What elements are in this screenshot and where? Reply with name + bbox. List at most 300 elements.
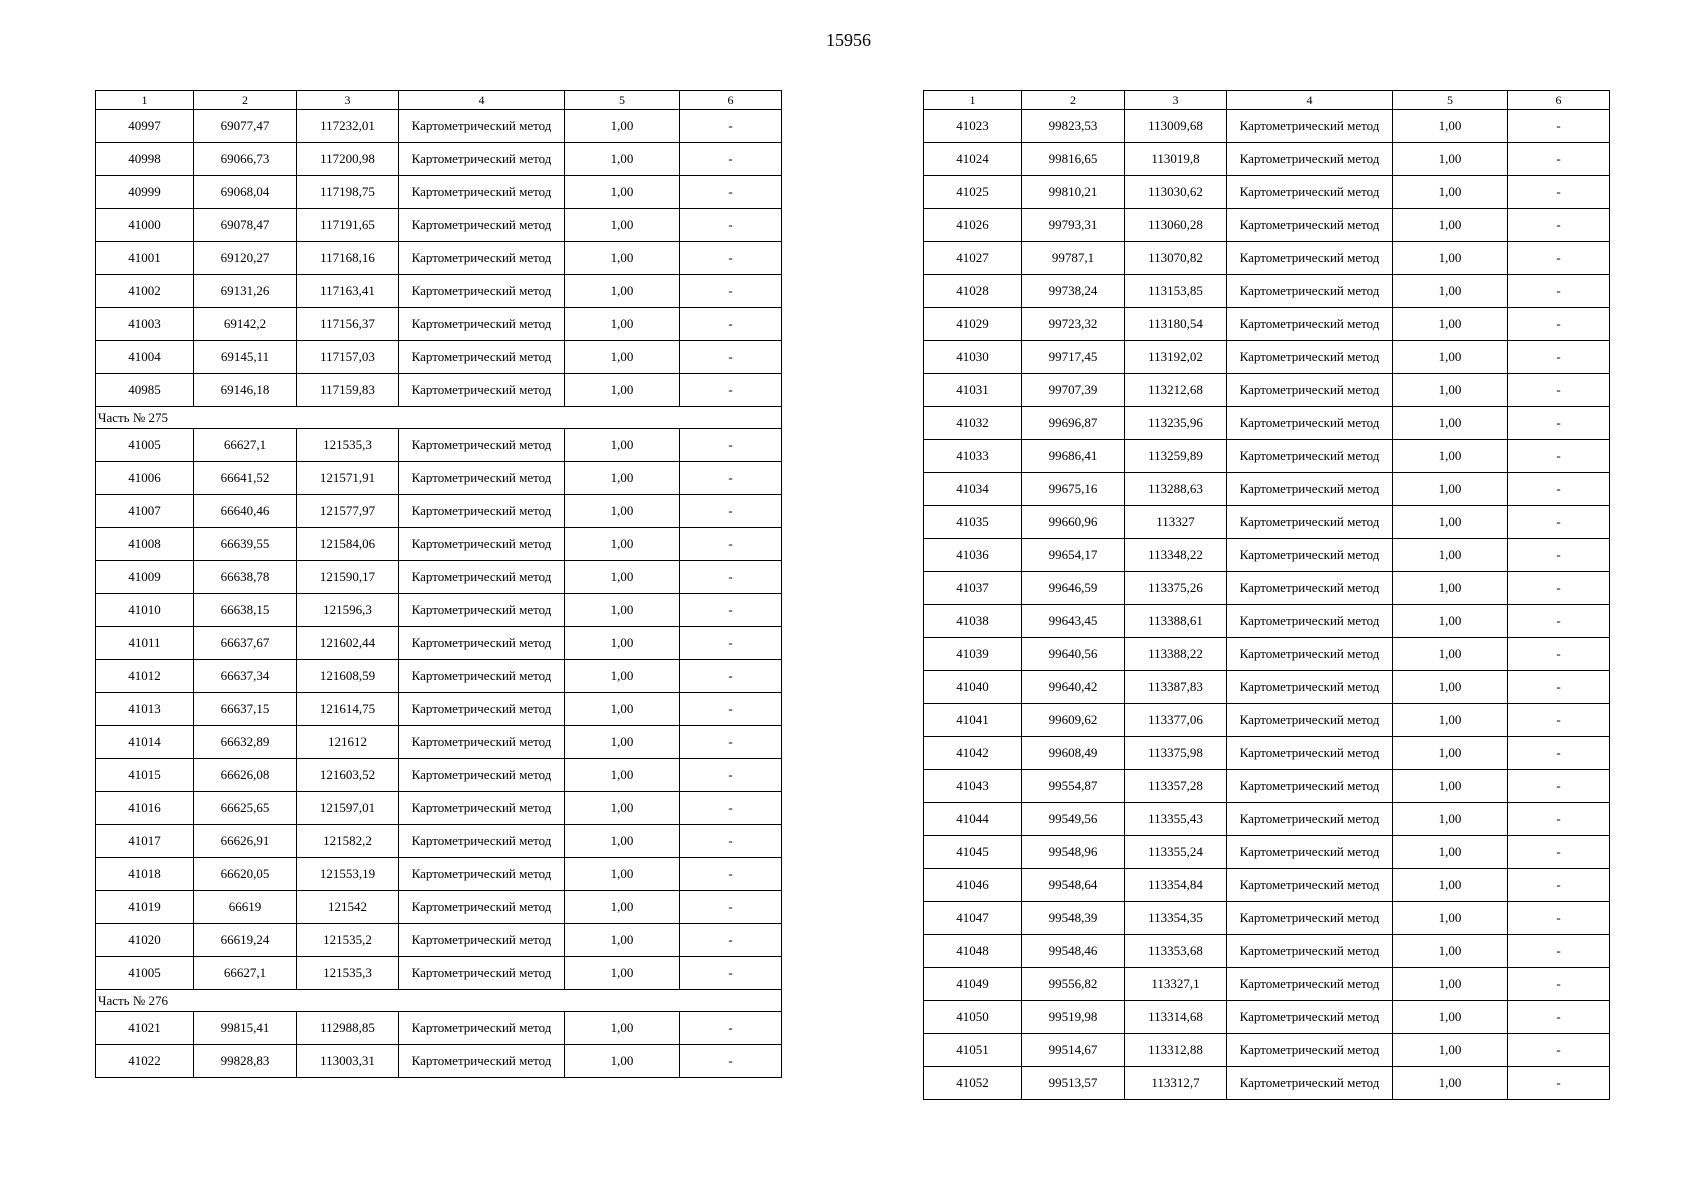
table-cell: Картометрический метод — [1227, 242, 1393, 275]
table-row — [924, 638, 1610, 671]
table-cell: 99738,24 — [1022, 275, 1125, 308]
table-cell: Картометрический метод — [1227, 209, 1393, 242]
table-cell: 99823,53 — [1022, 110, 1125, 143]
table-row — [924, 671, 1610, 704]
table-cell: 1,00 — [565, 275, 680, 308]
table-cell: 41023 — [924, 110, 1022, 143]
table-cell: - — [680, 594, 782, 627]
table-cell: 41021 — [96, 1012, 194, 1045]
table-cell: 41002 — [96, 275, 194, 308]
table-row — [96, 858, 782, 891]
table-cell: 1,00 — [1393, 143, 1508, 176]
table-cell: Картометрический метод — [1227, 275, 1393, 308]
table-row — [924, 176, 1610, 209]
table-cell: Картометрический метод — [1227, 407, 1393, 440]
table-cell: Картометрический метод — [399, 374, 565, 407]
table-cell: 1,00 — [565, 242, 680, 275]
table-cell: - — [680, 891, 782, 924]
table-cell: 41016 — [96, 792, 194, 825]
table-cell: 1,00 — [565, 110, 680, 143]
table-cell: 1,00 — [1393, 110, 1508, 143]
table-cell: - — [1508, 572, 1610, 605]
table-row — [96, 341, 782, 374]
table-cell: 41040 — [924, 671, 1022, 704]
table-row — [96, 693, 782, 726]
table-cell: 41042 — [924, 737, 1022, 770]
table-cell: 113009,68 — [1125, 110, 1227, 143]
table-row — [96, 275, 782, 308]
table-cell: 99646,59 — [1022, 572, 1125, 605]
table-cell: 1,00 — [565, 759, 680, 792]
table-cell: 69145,11 — [194, 341, 297, 374]
table-cell: 41008 — [96, 528, 194, 561]
table-cell: 1,00 — [1393, 440, 1508, 473]
table-cell: 1,00 — [565, 693, 680, 726]
table-cell: - — [1508, 209, 1610, 242]
table-cell: 117200,98 — [297, 143, 399, 176]
table-cell: Картометрический метод — [1227, 770, 1393, 803]
table-cell: 69142,2 — [194, 308, 297, 341]
table-cell: 41044 — [924, 803, 1022, 836]
table-cell: 1,00 — [565, 495, 680, 528]
table-cell: - — [680, 143, 782, 176]
table-cell: 1,00 — [565, 209, 680, 242]
table-cell: 41020 — [96, 924, 194, 957]
table-cell: 41038 — [924, 605, 1022, 638]
table-cell: Картометрический метод — [399, 429, 565, 462]
table-cell: 99815,41 — [194, 1012, 297, 1045]
table-cell: - — [680, 561, 782, 594]
table-cell: 69078,47 — [194, 209, 297, 242]
table-cell: 1,00 — [1393, 704, 1508, 737]
table-cell: 121597,01 — [297, 792, 399, 825]
table-cell: 1,00 — [1393, 407, 1508, 440]
table-cell: 1,00 — [565, 1012, 680, 1045]
table-cell: 69077,47 — [194, 110, 297, 143]
table-cell: 99548,39 — [1022, 902, 1125, 935]
table-cell: 1,00 — [565, 825, 680, 858]
table-cell: Картометрический метод — [399, 594, 565, 627]
table-cell: 1,00 — [1393, 737, 1508, 770]
table-cell: 121612 — [297, 726, 399, 759]
table-cell: 69120,27 — [194, 242, 297, 275]
table-cell: 1,00 — [565, 528, 680, 561]
table-cell: 66640,46 — [194, 495, 297, 528]
table-cell: 1,00 — [1393, 341, 1508, 374]
table-cell: 1,00 — [565, 308, 680, 341]
table-row — [96, 209, 782, 242]
table-cell: - — [1508, 803, 1610, 836]
table-cell: 99675,16 — [1022, 473, 1125, 506]
table-cell: 41039 — [924, 638, 1022, 671]
table-cell: Картометрический метод — [1227, 1001, 1393, 1034]
table-row — [96, 528, 782, 561]
table-cell: 41025 — [924, 176, 1022, 209]
table-cell: 113030,62 — [1125, 176, 1227, 209]
table-row — [924, 572, 1610, 605]
table-cell: 1,00 — [565, 143, 680, 176]
table-row — [924, 110, 1610, 143]
table-cell: Картометрический метод — [399, 792, 565, 825]
table-cell: - — [680, 759, 782, 792]
table-cell: 1,00 — [1393, 935, 1508, 968]
table-cell: 99816,65 — [1022, 143, 1125, 176]
table-cell: 1,00 — [1393, 572, 1508, 605]
table-cell: 121542 — [297, 891, 399, 924]
table-cell: Картометрический метод — [399, 759, 565, 792]
table-cell: 41011 — [96, 627, 194, 660]
table-cell: 113327,1 — [1125, 968, 1227, 1001]
table-row — [96, 792, 782, 825]
table-cell: 1,00 — [565, 594, 680, 627]
table-cell: 1,00 — [1393, 1001, 1508, 1034]
table-cell: 117198,75 — [297, 176, 399, 209]
table-cell: 1,00 — [565, 176, 680, 209]
table-cell: 66638,78 — [194, 561, 297, 594]
table-cell: 117163,41 — [297, 275, 399, 308]
table-cell: 69066,73 — [194, 143, 297, 176]
table-cell: 41012 — [96, 660, 194, 693]
table-cell: 113355,43 — [1125, 803, 1227, 836]
table-cell: Картометрический метод — [1227, 1067, 1393, 1100]
table-cell: Картометрический метод — [1227, 704, 1393, 737]
table-cell: 1,00 — [565, 792, 680, 825]
table-cell: Картометрический метод — [1227, 605, 1393, 638]
table-cell: - — [680, 495, 782, 528]
table-cell: - — [1508, 473, 1610, 506]
coordinates-table-right — [923, 90, 1610, 1100]
table-cell: 99723,32 — [1022, 308, 1125, 341]
table-cell: Картометрический метод — [399, 561, 565, 594]
table-cell: - — [680, 242, 782, 275]
table-cell: - — [1508, 770, 1610, 803]
table-cell: Картометрический метод — [1227, 638, 1393, 671]
table-row — [96, 308, 782, 341]
table-cell: 1,00 — [1393, 209, 1508, 242]
section-row — [96, 407, 782, 429]
table-row — [924, 836, 1610, 869]
table-row — [924, 242, 1610, 275]
table-cell: - — [680, 462, 782, 495]
table-cell: 121608,59 — [297, 660, 399, 693]
table-cell: 113388,22 — [1125, 638, 1227, 671]
table-cell: - — [1508, 308, 1610, 341]
table-cell: Картометрический метод — [399, 528, 565, 561]
column-header: 5 — [1393, 91, 1508, 110]
table-cell: 40985 — [96, 374, 194, 407]
table-cell: 41015 — [96, 759, 194, 792]
table-cell: 121602,44 — [297, 627, 399, 660]
table-cell: 1,00 — [1393, 176, 1508, 209]
table-cell: 41009 — [96, 561, 194, 594]
table-cell: 121590,17 — [297, 561, 399, 594]
table-cell: 113354,84 — [1125, 869, 1227, 902]
table-cell: 66626,08 — [194, 759, 297, 792]
table-row — [96, 495, 782, 528]
column-header: 3 — [1125, 91, 1227, 110]
table-cell: - — [1508, 1001, 1610, 1034]
table-row — [96, 891, 782, 924]
table-cell: 113312,7 — [1125, 1067, 1227, 1100]
table-cell: 1,00 — [1393, 803, 1508, 836]
table-cell: 66620,05 — [194, 858, 297, 891]
table-cell: 40998 — [96, 143, 194, 176]
table-cell: Картометрический метод — [399, 209, 565, 242]
table-cell: Картометрический метод — [399, 462, 565, 495]
table-cell: 1,00 — [1393, 1034, 1508, 1067]
table-cell: - — [1508, 704, 1610, 737]
table-cell: 1,00 — [1393, 638, 1508, 671]
table-cell: 99514,67 — [1022, 1034, 1125, 1067]
table-cell: 66637,15 — [194, 693, 297, 726]
table-row — [924, 902, 1610, 935]
table-row — [924, 770, 1610, 803]
table-row — [96, 143, 782, 176]
table-cell: 99548,46 — [1022, 935, 1125, 968]
table-cell: 1,00 — [565, 341, 680, 374]
table-cell: 1,00 — [1393, 374, 1508, 407]
table-cell: 1,00 — [1393, 968, 1508, 1001]
table-cell: 99787,1 — [1022, 242, 1125, 275]
table-cell: Картометрический метод — [399, 891, 565, 924]
table-cell: 1,00 — [565, 858, 680, 891]
table-row — [96, 726, 782, 759]
table-cell: 113388,61 — [1125, 605, 1227, 638]
table-cell: 41046 — [924, 869, 1022, 902]
table-row — [924, 506, 1610, 539]
table-cell: 113348,22 — [1125, 539, 1227, 572]
table-cell: 113357,28 — [1125, 770, 1227, 803]
table-cell: Картометрический метод — [399, 693, 565, 726]
table-cell: 113375,26 — [1125, 572, 1227, 605]
table-cell: 121535,3 — [297, 957, 399, 990]
table-row — [96, 561, 782, 594]
table-cell: - — [680, 660, 782, 693]
table-cell: - — [680, 627, 782, 660]
table-cell: - — [1508, 506, 1610, 539]
table-cell: 41028 — [924, 275, 1022, 308]
table-row — [924, 143, 1610, 176]
table-cell: - — [680, 726, 782, 759]
table-cell: 117191,65 — [297, 209, 399, 242]
table-cell: 112988,85 — [297, 1012, 399, 1045]
table-cell: 1,00 — [565, 891, 680, 924]
table-cell: 99810,21 — [1022, 176, 1125, 209]
column-header: 6 — [1508, 91, 1610, 110]
table-cell: Картометрический метод — [399, 242, 565, 275]
table-cell: 40999 — [96, 176, 194, 209]
table-cell: - — [1508, 143, 1610, 176]
table-cell: 99608,49 — [1022, 737, 1125, 770]
table-cell: 41007 — [96, 495, 194, 528]
table-cell: 1,00 — [1393, 473, 1508, 506]
table-cell: 113192,02 — [1125, 341, 1227, 374]
table-cell: 41010 — [96, 594, 194, 627]
table-cell: 113212,68 — [1125, 374, 1227, 407]
table-cell: Картометрический метод — [1227, 143, 1393, 176]
table-cell: 99640,56 — [1022, 638, 1125, 671]
page-number: 15956 — [826, 30, 871, 50]
table-cell: - — [680, 308, 782, 341]
table-cell: 121614,75 — [297, 693, 399, 726]
table-cell: - — [680, 1012, 782, 1045]
table-cell: 121582,2 — [297, 825, 399, 858]
table-row — [924, 341, 1610, 374]
table-cell: Картометрический метод — [1227, 341, 1393, 374]
table-cell: - — [680, 1045, 782, 1078]
table-cell: - — [680, 693, 782, 726]
table-cell: 1,00 — [1393, 506, 1508, 539]
table-row — [924, 935, 1610, 968]
table-cell: 66627,1 — [194, 957, 297, 990]
table-cell: 113353,68 — [1125, 935, 1227, 968]
table-cell: - — [1508, 242, 1610, 275]
table-cell: 99609,62 — [1022, 704, 1125, 737]
column-header: 5 — [565, 91, 680, 110]
table-cell: 1,00 — [565, 462, 680, 495]
table-cell: 113355,24 — [1125, 836, 1227, 869]
table-cell: 1,00 — [1393, 275, 1508, 308]
table-cell: 99513,57 — [1022, 1067, 1125, 1100]
table-cell: - — [680, 209, 782, 242]
table-cell: 1,00 — [565, 924, 680, 957]
table-cell: 1,00 — [565, 957, 680, 990]
table-cell: 113070,82 — [1125, 242, 1227, 275]
table-cell: - — [1508, 638, 1610, 671]
table-cell: - — [680, 374, 782, 407]
table-cell: 117156,37 — [297, 308, 399, 341]
table-row — [96, 627, 782, 660]
table-cell: 41034 — [924, 473, 1022, 506]
table-cell: - — [680, 957, 782, 990]
table-cell: - — [680, 528, 782, 561]
table-row — [96, 374, 782, 407]
table-row — [924, 440, 1610, 473]
table-cell: Картометрический метод — [399, 1045, 565, 1078]
table-cell: - — [1508, 671, 1610, 704]
section-label: Часть № 275 — [96, 407, 782, 429]
table-cell: 1,00 — [1393, 770, 1508, 803]
table-cell: Картометрический метод — [1227, 671, 1393, 704]
table-cell: - — [1508, 1034, 1610, 1067]
table-cell: Картометрический метод — [1227, 737, 1393, 770]
table-cell: Картометрический метод — [1227, 902, 1393, 935]
table-cell: 1,00 — [1393, 1067, 1508, 1100]
table-cell: 41029 — [924, 308, 1022, 341]
column-header: 3 — [297, 91, 399, 110]
table-cell: 41006 — [96, 462, 194, 495]
column-header: 4 — [399, 91, 565, 110]
table-row — [96, 462, 782, 495]
table-cell: 113235,96 — [1125, 407, 1227, 440]
table-cell: 41035 — [924, 506, 1022, 539]
table-cell: 121584,06 — [297, 528, 399, 561]
table-cell: 40997 — [96, 110, 194, 143]
table-cell: Картометрический метод — [399, 957, 565, 990]
column-header: 1 — [96, 91, 194, 110]
table-cell: 66632,89 — [194, 726, 297, 759]
table-cell: Картометрический метод — [1227, 539, 1393, 572]
table-row — [924, 1067, 1610, 1100]
table-cell: 99643,45 — [1022, 605, 1125, 638]
table-cell: 41014 — [96, 726, 194, 759]
table-cell: 41017 — [96, 825, 194, 858]
table-cell: Картометрический метод — [399, 726, 565, 759]
table-cell: 41001 — [96, 242, 194, 275]
table-cell: 1,00 — [565, 374, 680, 407]
table-row — [96, 1012, 782, 1045]
table-row — [924, 704, 1610, 737]
header-row — [96, 91, 782, 110]
table-row — [96, 1045, 782, 1078]
table-cell: 99640,42 — [1022, 671, 1125, 704]
table-cell: - — [1508, 935, 1610, 968]
table-cell: Картометрический метод — [399, 495, 565, 528]
table-cell: 41032 — [924, 407, 1022, 440]
table-cell: 41033 — [924, 440, 1022, 473]
table-cell: 66619,24 — [194, 924, 297, 957]
table-cell: 41027 — [924, 242, 1022, 275]
table-cell: 99686,41 — [1022, 440, 1125, 473]
table-cell: 99717,45 — [1022, 341, 1125, 374]
table-cell: - — [1508, 1067, 1610, 1100]
table-cell: Картометрический метод — [399, 176, 565, 209]
table-row — [924, 968, 1610, 1001]
table-cell: 66627,1 — [194, 429, 297, 462]
table-row — [924, 308, 1610, 341]
table-cell: 1,00 — [1393, 242, 1508, 275]
table-cell: 41037 — [924, 572, 1022, 605]
table-cell: 113153,85 — [1125, 275, 1227, 308]
table-cell: 113312,88 — [1125, 1034, 1227, 1067]
table-cell: 99548,64 — [1022, 869, 1125, 902]
table-cell: 121535,3 — [297, 429, 399, 462]
table-row — [924, 869, 1610, 902]
table-row — [924, 473, 1610, 506]
table-cell: 99793,31 — [1022, 209, 1125, 242]
table-cell: 66619 — [194, 891, 297, 924]
table-cell: 41004 — [96, 341, 194, 374]
table-cell: 1,00 — [565, 726, 680, 759]
table-cell: Картометрический метод — [399, 858, 565, 891]
table-cell: 41049 — [924, 968, 1022, 1001]
table-cell: 41013 — [96, 693, 194, 726]
table-cell: 113354,35 — [1125, 902, 1227, 935]
column-header: 4 — [1227, 91, 1393, 110]
table-cell: 99549,56 — [1022, 803, 1125, 836]
table-cell: 113375,98 — [1125, 737, 1227, 770]
table-cell: 41005 — [96, 429, 194, 462]
table-cell: - — [1508, 968, 1610, 1001]
header-row — [924, 91, 1610, 110]
table-cell: 1,00 — [1393, 836, 1508, 869]
table-cell: - — [680, 275, 782, 308]
table-cell: 66637,67 — [194, 627, 297, 660]
table-cell: 1,00 — [1393, 671, 1508, 704]
table-cell: 41052 — [924, 1067, 1022, 1100]
table-cell: 41005 — [96, 957, 194, 990]
table-cell: 41050 — [924, 1001, 1022, 1034]
table-cell: - — [680, 429, 782, 462]
table-cell: 1,00 — [565, 1045, 680, 1078]
table-cell: 41048 — [924, 935, 1022, 968]
table-cell: 66625,65 — [194, 792, 297, 825]
table-cell: - — [680, 341, 782, 374]
table-cell: 66637,34 — [194, 660, 297, 693]
table-cell: 41043 — [924, 770, 1022, 803]
table-cell: 69131,26 — [194, 275, 297, 308]
table-cell: 1,00 — [1393, 539, 1508, 572]
